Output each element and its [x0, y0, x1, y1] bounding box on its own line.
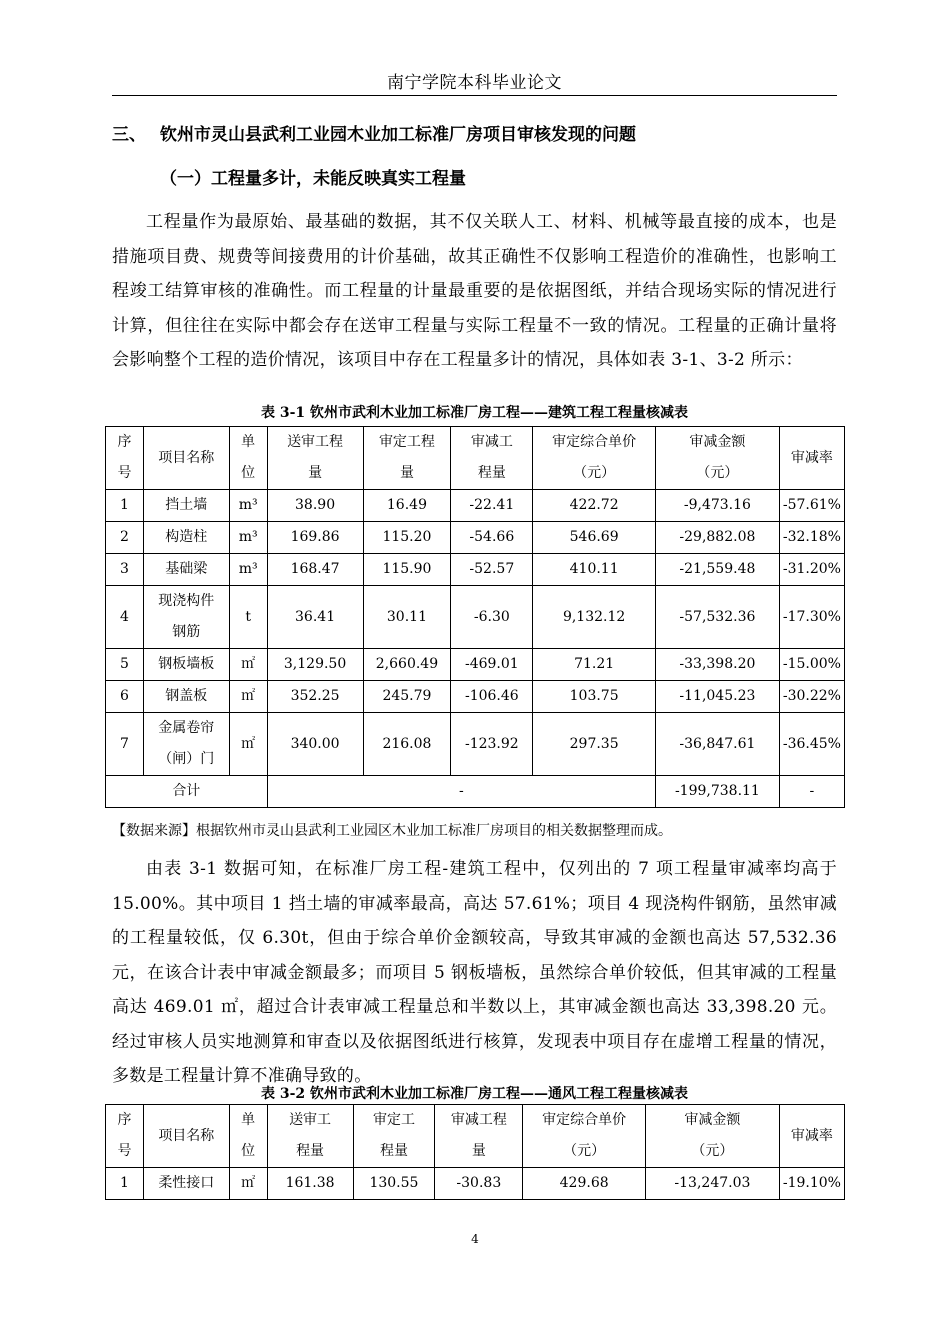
- subsection-heading: （一）工程量多计，未能反映真实工程量: [160, 169, 466, 189]
- cell-reduced: -6.30: [451, 586, 533, 649]
- cell-amount: -36,847.61: [655, 713, 779, 776]
- cell-name: 钢板墙板: [143, 649, 229, 681]
- cell-amount: -9,473.16: [655, 490, 779, 522]
- cell-approved: 16.49: [363, 490, 451, 522]
- cell-approved: 2,660.49: [363, 649, 451, 681]
- cell-unit: ㎡: [229, 649, 267, 681]
- table2-header-unit-price: 审定综合单价 （元）: [523, 1105, 646, 1168]
- table1: [105, 426, 845, 808]
- total-amount: -199,738.11: [655, 776, 779, 808]
- cell-seq: 2: [106, 522, 144, 554]
- cell-unit-price: 9,132.12: [533, 586, 656, 649]
- table1-header-row: [106, 427, 845, 490]
- cell-submitted: 38.90: [267, 490, 363, 522]
- cell-seq: 5: [106, 649, 144, 681]
- table2-header-rate: 审减率: [779, 1105, 844, 1168]
- cell-rate: -15.00%: [779, 649, 844, 681]
- cell-unit-price: 546.69: [533, 522, 656, 554]
- table2-header-name: 项目名称: [143, 1105, 229, 1168]
- cell-unit-price: 71.21: [533, 649, 656, 681]
- cell-rate: -32.18%: [779, 522, 844, 554]
- cell-unit-price: 297.35: [533, 713, 656, 776]
- cell-submitted: 340.00: [267, 713, 363, 776]
- table1-header-reduced: 审减工 程量: [451, 427, 533, 490]
- total-label: 合计: [106, 776, 268, 808]
- table-row: [106, 681, 845, 713]
- cell-rate: -17.30%: [779, 586, 844, 649]
- total-middle: -: [267, 776, 655, 808]
- cell-submitted: 169.86: [267, 522, 363, 554]
- cell-rate: -30.22%: [779, 681, 844, 713]
- cell-amount: -11,045.23: [655, 681, 779, 713]
- page-number: 4: [471, 1232, 479, 1246]
- cell-reduced: -52.57: [451, 554, 533, 586]
- cell-reduced: -54.66: [451, 522, 533, 554]
- cell-name: 构造柱: [143, 522, 229, 554]
- cell-seq: 6: [106, 681, 144, 713]
- cell-reduced: -22.41: [451, 490, 533, 522]
- section-title: 钦州市灵山县武利工业园木业加工标准厂房项目审核发现的问题: [160, 125, 636, 145]
- table-row: [106, 554, 845, 586]
- cell-unit: t: [229, 586, 267, 649]
- table1-caption: 表 3-1 钦州市武利木业加工标准厂房工程——建筑工程工程量核减表: [260, 405, 689, 421]
- table1-header-name: 项目名称: [143, 427, 229, 490]
- cell-reduced: -469.01: [451, 649, 533, 681]
- cell-unit-price: 429.68: [523, 1168, 646, 1200]
- table1-header-rate: 审减率: [779, 427, 844, 490]
- table2-header-seq: 序 号: [106, 1105, 144, 1168]
- cell-reduced: -123.92: [451, 713, 533, 776]
- cell-name: 基础梁: [143, 554, 229, 586]
- cell-seq: 7: [106, 713, 144, 776]
- table1-header-amount: 审减金额 （元）: [655, 427, 779, 490]
- table2-header-approved: 审定工 程量: [353, 1105, 435, 1168]
- table1-header-approved: 审定工程 量: [363, 427, 451, 490]
- body-paragraph-2: 由表 3-1 数据可知，在标准厂房工程-建筑工程中，仅列出的 7 项工程量审减率均高于 15.00%。其中项目 1 挡土墙的审减率最高，高达 57.61%；项目 4 现浇构件钢筋，虽然审减的工程量较低，仅 6.30t，但由于综合单价金额较高，导致其审减的金额也高达 57,532.36 元，在该合计表中审减金额最多；而项目 5 钢板墙板，虽然综合单价较低，但其审减的工程量高达 469.01 ㎡，超过合计表审减工程量总和半数以上，其审减金额也高达 33,398.20 元。经过审核人员实地测算和审查以及依据图纸进行核算，发现表中项目存在虚增工程量的情况，多数是工程量计算不准确导致的。: [112, 859, 837, 1086]
- cell-unit: m³: [229, 554, 267, 586]
- cell-reduced: -30.83: [435, 1168, 523, 1200]
- cell-seq: 1: [106, 1168, 144, 1200]
- table2-header-unit: 单 位: [229, 1105, 267, 1168]
- cell-seq: 3: [106, 554, 144, 586]
- table-row: [106, 586, 845, 649]
- cell-rate: -31.20%: [779, 554, 844, 586]
- cell-approved: 245.79: [363, 681, 451, 713]
- cell-unit: ㎡: [229, 713, 267, 776]
- running-header: 南宁学院本科毕业论文: [387, 73, 562, 93]
- cell-unit-price: 103.75: [533, 681, 656, 713]
- cell-unit-price: 422.72: [533, 490, 656, 522]
- table1-header-unit-price: 审定综合单价 （元）: [533, 427, 656, 490]
- cell-reduced: -106.46: [451, 681, 533, 713]
- body-paragraph-1: 工程量作为最原始、最基础的数据，其不仅关联人工、材料、机械等最直接的成本，也是措施项目费、规费等间接费用的计价基础，故其正确性不仅影响工程造价的准确性，也影响工程竣工结算审核的准确性。而工程量的计量最重要的是依据图纸，并结合现场实际的情况进行计算，但往往在实际中都会存在送审工程量与实际工程量不一致的情况。工程量的正确计量将会影响整个工程的造价情况，该项目中存在工程量多计的情况，具体如表 3-1、3-2 所示：: [112, 212, 837, 370]
- cell-submitted: 161.38: [267, 1168, 353, 1200]
- cell-submitted: 3,129.50: [267, 649, 363, 681]
- cell-name: 柔性接口: [143, 1168, 229, 1200]
- cell-approved: 216.08: [363, 713, 451, 776]
- cell-approved: 130.55: [353, 1168, 435, 1200]
- cell-name: 挡土墙: [143, 490, 229, 522]
- cell-unit: m³: [229, 522, 267, 554]
- cell-amount: -21,559.48: [655, 554, 779, 586]
- table1-header-unit: 单 位: [229, 427, 267, 490]
- cell-unit-price: 410.11: [533, 554, 656, 586]
- table2-header-reduced: 审减工程 量: [435, 1105, 523, 1168]
- table2-header-row: [106, 1105, 845, 1168]
- table1-header-seq: 序 号: [106, 427, 144, 490]
- cell-approved: 30.11: [363, 586, 451, 649]
- cell-rate: -19.10%: [779, 1168, 844, 1200]
- table2-caption: 表 3-2 钦州市武利木业加工标准厂房工程——通风工程工程量核减表: [260, 1086, 689, 1102]
- table2-header-amount: 审减金额 （元）: [646, 1105, 780, 1168]
- cell-submitted: 36.41: [267, 586, 363, 649]
- cell-name: 钢盖板: [143, 681, 229, 713]
- table-row: [106, 649, 845, 681]
- cell-unit: ㎡: [229, 681, 267, 713]
- cell-amount: -33,398.20: [655, 649, 779, 681]
- cell-unit: ㎡: [229, 1168, 267, 1200]
- cell-unit: m³: [229, 490, 267, 522]
- table-row: [106, 713, 845, 776]
- header-rule: [112, 95, 837, 96]
- cell-approved: 115.90: [363, 554, 451, 586]
- section-number: 三、: [112, 125, 146, 145]
- cell-amount: -57,532.36: [655, 586, 779, 649]
- total-rate: -: [779, 776, 844, 808]
- table1-header-submitted: 送审工程 量: [267, 427, 363, 490]
- cell-approved: 115.20: [363, 522, 451, 554]
- cell-submitted: 168.47: [267, 554, 363, 586]
- cell-rate: -57.61%: [779, 490, 844, 522]
- cell-rate: -36.45%: [779, 713, 844, 776]
- section-heading: [112, 120, 636, 145]
- cell-amount: -29,882.08: [655, 522, 779, 554]
- table-row: [106, 490, 845, 522]
- cell-seq: 4: [106, 586, 144, 649]
- cell-seq: 1: [106, 490, 144, 522]
- cell-submitted: 352.25: [267, 681, 363, 713]
- data-source-note: 【数据来源】根据钦州市灵山县武利工业园区木业加工标准厂房项目的相关数据整理而成。: [112, 823, 672, 839]
- cell-name: 现浇构件 钢筋: [143, 586, 229, 649]
- table1-total-row: [106, 776, 845, 808]
- cell-name: 金属卷帘 （闸）门: [143, 713, 229, 776]
- table-row: [106, 522, 845, 554]
- table2-header-submitted: 送审工 程量: [267, 1105, 353, 1168]
- cell-amount: -13,247.03: [646, 1168, 780, 1200]
- table2: [105, 1104, 845, 1200]
- table-row: [106, 1168, 845, 1200]
